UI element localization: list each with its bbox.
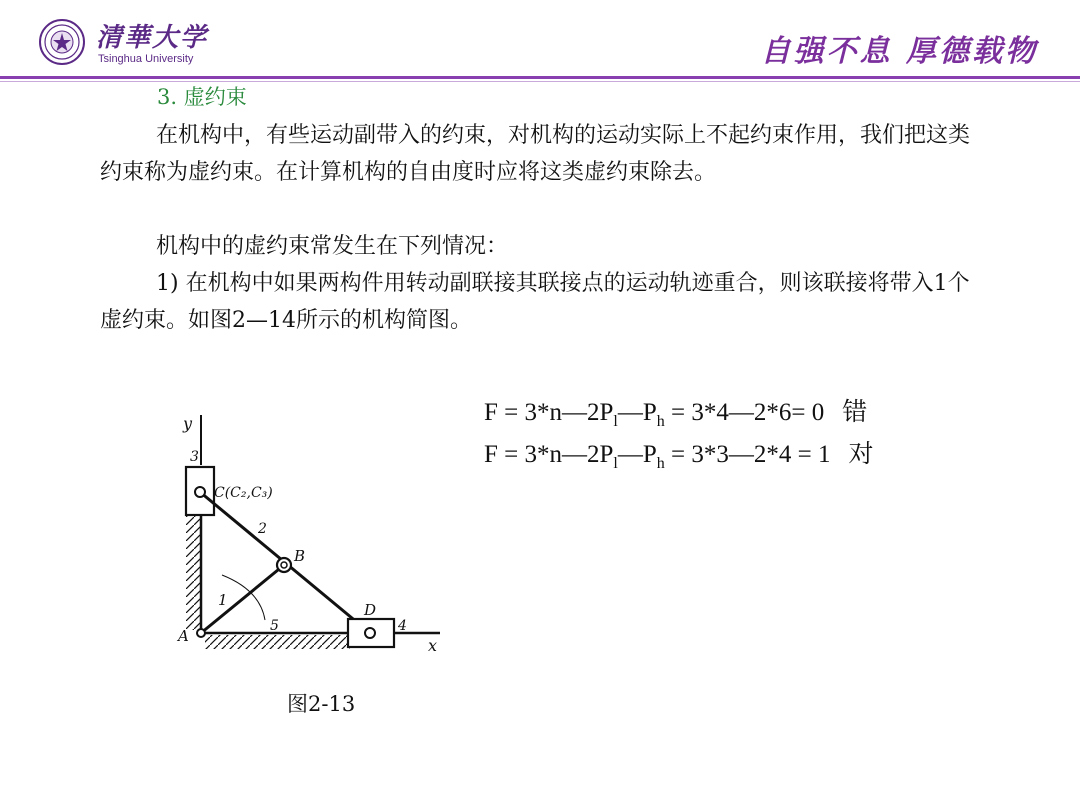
university-motto: 自强不息 厚德载物 — [760, 34, 1038, 69]
link-1-label: 1 — [218, 591, 228, 609]
header-divider — [0, 76, 1080, 79]
y-axis-label: y — [183, 414, 193, 433]
paragraph-cases-intro: 机构中的虚约束常发生在下列情况： — [156, 234, 509, 259]
joint-b-label: B — [294, 547, 306, 565]
formula-mid: —P — [617, 441, 657, 468]
slide-header — [0, 0, 1080, 82]
formula-sub-l: l — [613, 413, 618, 430]
formula-sub-l: l — [613, 455, 618, 472]
joint-c-label: C(C₂,C₃) — [214, 485, 273, 501]
mechanism-diagram — [170, 405, 450, 665]
joint-a-label: A — [178, 627, 189, 645]
university-name-cn: 清華大学 — [96, 23, 209, 53]
horizontal-frame-hatch — [205, 635, 350, 649]
formula-rhs: = 3*4—2*6= 0 — [664, 399, 825, 426]
joint-d-label: D — [364, 601, 377, 619]
formula-lhs: F = 3*n—2P — [484, 441, 614, 468]
paragraph-definition: 在机构中，有些运动副带入的约束，对机构的运动实际上不起约束作用，我们把这类约束称为虚约束。在计算机构的自由度时应将这类虚约束除去。 — [100, 123, 971, 185]
joint-c — [195, 487, 205, 497]
slider-4-label: 4 — [398, 618, 407, 634]
link-2-label: 2 — [258, 521, 267, 537]
x-axis-label: x — [428, 636, 438, 655]
formula-verdict: 对 — [848, 439, 874, 468]
formula-rhs: = 3*3—2*4 = 1 — [664, 441, 831, 468]
joint-d — [365, 628, 375, 638]
formula-sub-h: h — [656, 413, 665, 430]
joint-b-inner — [281, 562, 287, 568]
figure-caption: 图2-13 — [287, 692, 356, 716]
formula-correct — [484, 434, 874, 473]
university-name-en: Tsinghua University — [98, 53, 194, 65]
slider-3-label: 3 — [190, 449, 199, 465]
formula-incorrect — [484, 392, 867, 431]
formula-mid: —P — [617, 399, 657, 426]
joint-a — [197, 629, 205, 637]
formula-lhs: F = 3*n—2P — [484, 399, 614, 426]
formula-verdict: 错 — [842, 397, 868, 426]
formula-sub-h: h — [656, 455, 665, 472]
section-title: 3. 虚约束 — [157, 85, 247, 109]
vertical-frame-hatch — [186, 515, 200, 630]
university-seal-icon — [38, 18, 86, 66]
paragraph-case-1: 1) 在机构中如果两构件用转动副联接其联接点的运动轨迹重合，则该联接将带入1个虚约束。如图2—14所示的机构简图。 — [100, 271, 970, 333]
frame-5-label: 5 — [270, 618, 279, 634]
